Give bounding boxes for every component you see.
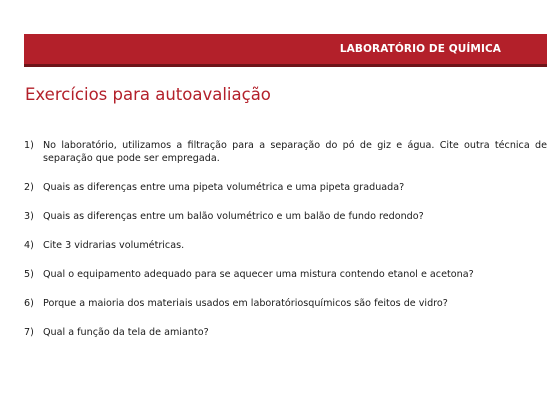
question-number: 2) — [24, 182, 34, 193]
banner-title: LABORATÓRIO DE QUÍMICA — [339, 43, 501, 55]
question-item — [24, 297, 547, 310]
question-text: Cite 3 vidrarias volumétricas. — [43, 240, 185, 251]
question-item — [24, 139, 547, 165]
question-number: 1) — [24, 140, 34, 151]
question-text: Quais as diferenças entre uma pipeta volumétrica e uma pipeta graduada? — [43, 182, 405, 193]
question-number: 7) — [24, 327, 34, 338]
question-text: Porque a maioria dos materiais usados em laboratóriosquímicos são feitos de vidro? — [43, 298, 448, 309]
question-item — [24, 326, 547, 339]
question-number: 3) — [24, 211, 34, 222]
question-text: Quais as diferenças entre um balão volumétrico e um balão de fundo redondo? — [43, 211, 424, 222]
question-item — [24, 239, 547, 252]
question-text: Qual o equipamento adequado para se aquecer uma mistura contendo etanol e acetona? — [43, 269, 474, 280]
page-title: Exercícios para autoavaliação — [25, 85, 271, 104]
question-number: 6) — [24, 298, 34, 309]
question-item — [24, 268, 547, 281]
question-number: 4) — [24, 240, 34, 251]
question-list — [24, 139, 547, 355]
question-text: Qual a função da tela de amianto? — [43, 327, 209, 338]
header-banner — [24, 34, 547, 67]
question-item — [24, 210, 547, 223]
question-number: 5) — [24, 269, 34, 280]
question-item — [24, 181, 547, 194]
question-text: No laboratório, utilizamos a filtração para a separação do pó de giz e água. Cite outra técnica de separação que pode ser empregada. — [43, 140, 547, 164]
